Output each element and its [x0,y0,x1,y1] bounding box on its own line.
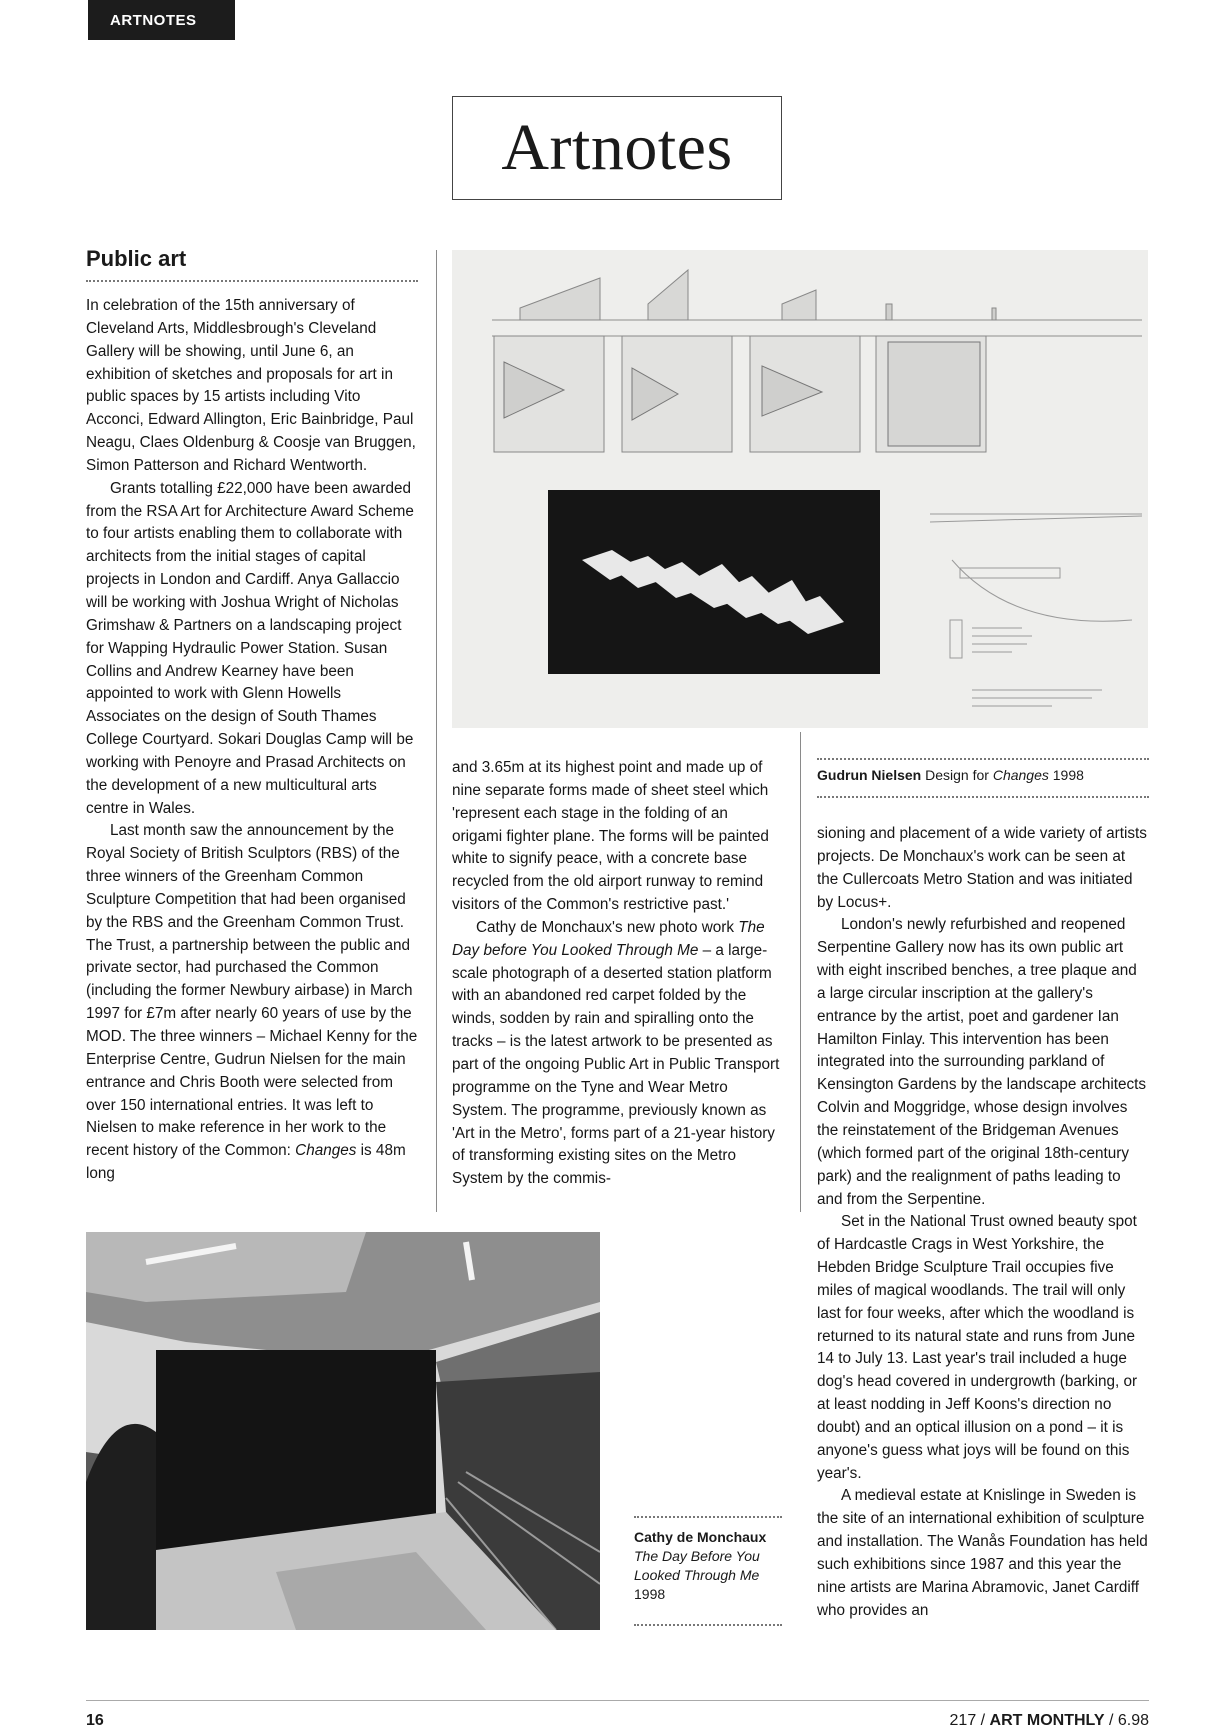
paragraph-text: – a large-scale photograph of a deserted station platform with an abandoned red carpet folded by the winds, sodden by rain and spiralling onto the tracks – is the latest artwork to be presented as part of the ongoing Public Art in Public Transport programme on the Tyne and Wear Metro System. The programme, previously known as 'Art in the Metro', forms part of a 21-year history of transforming existing sites on the Metro System by the commis- [452,941,780,1188]
caption-work: The Day Before You Looked Through Me [634,1548,760,1583]
paragraph: sioning and placement of a wide variety of artists projects. De Monchaux's work can be seen at the Cullercoats Metro Station and was initiated by Locus+. [817,825,1147,911]
station-photo [86,1232,600,1630]
article-column-c [817,823,1149,1623]
article-column-b [452,757,782,1191]
paragraph: and 3.65m at its highest point and made up of nine separate forms made of sheet steel which 'represent each stage in the folding of an origami fighter plane. The forms will be painted white to signify peace, with a concrete base recycled from the old airport runway to remind visitors of the Common's restrictive past.' [452,759,769,914]
article-column-a [86,295,418,1186]
column-rule-left [436,250,437,1212]
caption-rule-bottom [634,1624,782,1626]
section-heading: Public art [86,246,187,271]
caption-year: 1998 [634,1586,666,1602]
paragraph: A medieval estate at Knislinge in Sweden is the site of an international exhibition of sculpture and installation. The Wanås Foundation has held such exhibitions since 1987 and this year the nine artists are Marina Abramovic, Janet Cardiff who provides an [817,1487,1148,1619]
work-title: The Day before You Looked Through Me [452,918,765,959]
heading-dotted-rule [86,280,418,282]
page-number: 16 [86,1712,104,1729]
caption-rule-bottom [817,796,1149,798]
caption-artist: Cathy de Monchaux [634,1529,767,1545]
paragraph-lead: Cathy de Monchaux's new photo work [476,918,739,936]
station-platform-photo [86,1232,600,1630]
caption-artist: Gudrun Nielsen [817,767,922,783]
masthead-box [452,96,782,200]
work-title: Changes [295,1142,357,1160]
section-tab-label: ARTNOTES [110,11,197,29]
paragraph [86,820,418,1186]
paragraph-text: Last month saw the announcement by the Royal Society of British Sculptors (RBS) of the three winners of the Greenham Common Sculpture Competition that had been organised by the RBS and the Greenham Common Trust. The Trust, a partnership between the public and private sector, had purchased the Common (including the former Newbury airbase) in March 1997 for £7m after nearly 60 years of use by the MOD. The three winners – Michael Kenny for the Enterprise Centre, Gudrun Nielsen for the main entrance and Chris Booth were selected from over 150 international entries. It was left to Nielsen to make reference in her work to the recent history of the Common: [86,822,418,1160]
masthead-title: Artnotes [501,111,733,184]
column-rule-right [800,732,801,1212]
caption-nielsen [817,766,1149,785]
caption-monchaux [634,1528,784,1604]
issue-date: / 6.98 [1104,1712,1149,1729]
nielsen-design-figure [452,250,1148,728]
paragraph: In celebration of the 15th anniversary of Cleveland Arts, Middlesbrough's Cleveland Gallery will be showing, until June 6, an exhibition of sketches and proposals for art in public spaces by 15 artists including Vito Acconci, Edward Allington, Eric Bainbridge, Paul Neagu, Claes Oldenburg & Coosje van Bruggen, Simon Patterson and Richard Wentworth. [86,297,416,474]
caption-rule-top [634,1516,782,1518]
issue-number: 217 / [949,1712,990,1729]
caption-rule-top [817,758,1149,760]
magazine-title: ART MONTHLY [989,1712,1105,1729]
paragraph: Set in the National Trust owned beauty spot of Hardcastle Crags in West Yorkshire, the Hebden Bridge Sculpture Trail occupies five miles of magical woodlands. The trail will only last for four weeks, after which the woodland is returned to its natural state and runs from June 14 to July 13. Last year's trail included a huge dog's head covered in undergrowth (barking, or at least nodding in Jeff Koons's direction no doubt) and an optical illusion on a pond – it is anyone's guess what joys will be found on this year's. [817,1213,1138,1482]
nielsen-drawing [452,250,1148,728]
section-tab [88,0,235,40]
issue-folio [950,1712,1149,1730]
paragraph [452,917,782,1191]
paragraph: London's newly refurbished and reopened Serpentine Gallery now has its own public art with eight inscribed benches, a tree plaque and a large circular inscription at the gallery's entrance by the artist, poet and gardener Ian Hamilton Finlay. This intervention has been integrated into the surrounding parkland of Kensington Gardens by the landscape architects Colvin and Moggridge, whose design involves the reinstatement of the Bridgeman Avenues (which formed part of the original 18th-century park) and the realignment of paths leading to and from the Serpentine. [817,916,1147,1208]
caption-text: Design for [921,767,993,783]
footer-rule [86,1700,1149,1701]
paragraph: Grants totalling £22,000 have been awarded from the RSA Art for Architecture Award Scheme to four artists enabling them to collaborate with architects from the initial stages of capital projects in London and Cardiff. Anya Gallaccio will be working with Joshua Wright of Nicholas Grimshaw & Partners on a landscaping project for Wapping Hydraulic Power Station. Susan Collins and Andrew Kearney have been appointed to work with Glenn Howells Associates on the design of South Thames College Courtyard. Sokari Douglas Camp will be working with Penoyre and Prasad Architects on the development of a new multicultural arts centre in Wales. [86,479,414,817]
caption-year: 1998 [1048,767,1084,783]
paragraph-tail: is 48m long [86,1142,406,1183]
caption-work: Changes [992,767,1049,783]
